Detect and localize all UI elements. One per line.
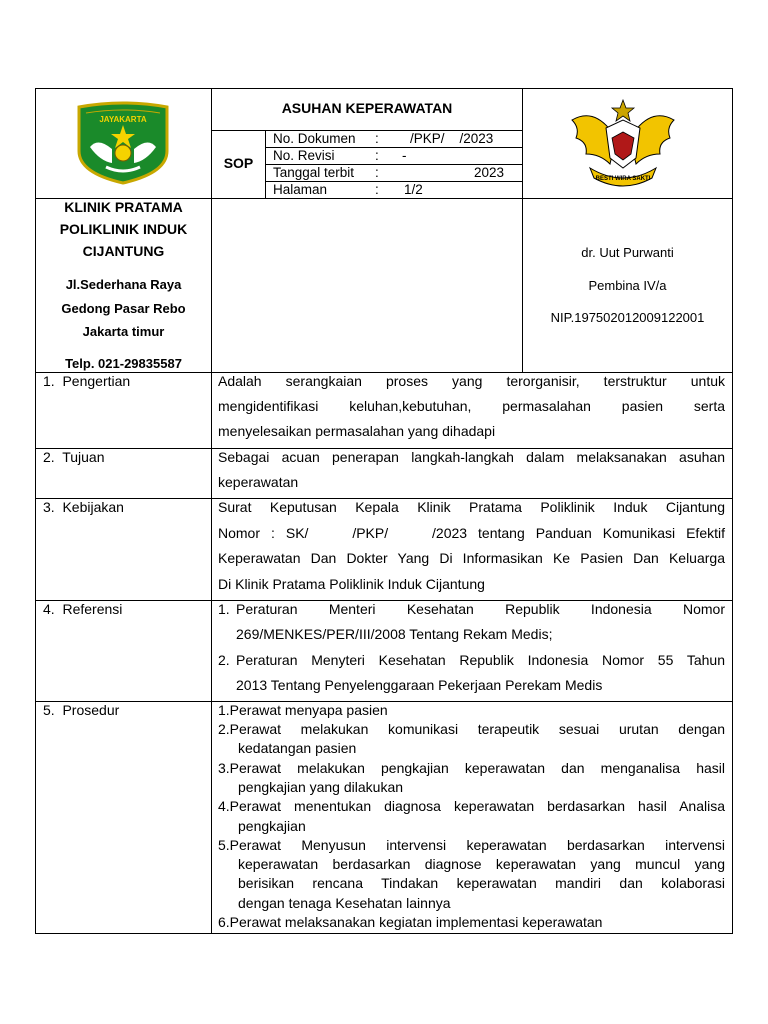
doc-info-sep: : — [375, 148, 379, 163]
procedure-line: 2.Perawat melakukan komunikasi terapeutik sesuai urutan dengan — [218, 721, 725, 737]
procedure-line: 4.Perawat menentukan diagnosa keperawatan berdasarkan hasil Analisa — [218, 798, 725, 814]
doc-info-label: No. Revisi — [273, 148, 335, 163]
section-label-tujuan: 2. Tujuan — [43, 449, 105, 465]
doc-info-value: 1/2 — [404, 182, 423, 197]
clinic-name-line: POLIKLINIK INDUK — [59, 221, 188, 237]
section-label-pengertian: 1. Pengertian — [43, 373, 131, 389]
procedure-line: dengan tenaga Kesehatan lainnya — [238, 895, 451, 911]
clinic-address-line: Jakarta timur — [82, 324, 165, 339]
reference-line: Peraturan Menyteri Kesehatan Republik Indonesia Nomor 55 Tahun — [236, 652, 725, 668]
signatory-nip: NIP.197502012009122001 — [550, 310, 705, 325]
content-line: keperawatan — [218, 474, 299, 490]
procedure-line: pengkajian yang dilakukan — [238, 779, 404, 795]
doc-info-sep: : — [375, 131, 379, 146]
doc-info-value: /PKP/ /2023 — [410, 131, 494, 146]
content-line: menyelesaikan permasalahan yang dihadapi — [218, 423, 496, 439]
doc-info-label: Halaman — [273, 182, 328, 197]
jayakarta-logo — [76, 101, 170, 185]
signatory-rank: Pembina IV/a — [588, 278, 667, 293]
content-line: Sebagai acuan penerapan langkah-langkah dalam melaksanakan asuhan — [218, 449, 725, 465]
reference-line: Peraturan Menteri Kesehatan Republik Indonesia Nomor — [236, 601, 725, 617]
garuda-emblem-logo — [566, 98, 680, 190]
clinic-phone: Telp. 021-29835587 — [65, 356, 182, 371]
content-line: Nomor : SK/ /PKP/ /2023 tentang Panduan Komunikasi Efektif — [218, 525, 725, 541]
content-line: Surat Keputusan Kepala Klinik Pratama Poliklinik Induk Cijantung — [218, 499, 725, 515]
clinic-address-line: Jl.Sederhana Raya — [65, 277, 182, 292]
doc-info-value: 2023 — [474, 165, 505, 180]
procedure-line: keperawatan berdasarkan diagnose keperawatan yang muncul yang — [238, 856, 725, 872]
content-line: Di Klinik Pratama Poliklinik Induk Cijantung — [218, 576, 485, 592]
procedure-line: pengkajian — [238, 818, 306, 834]
content-line: Keperawatan Dan Dokter Yang Di Informasikan Ke Pasien Dan Keluarga — [218, 550, 725, 566]
document-title: ASUHAN KEPERAWATAN — [281, 100, 453, 116]
col-divider-left — [211, 88, 212, 934]
section-label-prosedur: 5. Prosedur — [43, 702, 120, 718]
procedure-line: 1.Perawat menyapa pasien — [218, 702, 388, 718]
content-line: mengidentifikasi keluhan,kebutuhan, permasalahan pasien serta — [218, 398, 725, 414]
reference-line: 2013 Tentang Penyelenggaraan Pekerjaan Perekam Medis — [236, 677, 603, 693]
section-label-referensi: 4. Referensi — [43, 601, 123, 617]
section-label-kebijakan: 3. Kebijakan — [43, 499, 124, 515]
content-line: Adalah serangkaian proses yang terorganisir, terstruktur untuk — [218, 373, 725, 389]
doc-info-label: No. Dokumen — [273, 131, 356, 146]
garuda-emblem-text: BESTI WIRA SAKTI — [595, 176, 651, 182]
procedure-line: 5.Perawat Menyusun intervensi keperawatan berdasarkan intervensi — [218, 837, 725, 853]
reference-number: 2. — [218, 652, 230, 668]
doc-info-label: Tanggal terbit — [273, 165, 355, 180]
doc-info-value: - — [402, 148, 407, 163]
procedure-line: kedatangan pasien — [238, 740, 357, 756]
procedure-line: berisikan rencana Tindakan keperawatan mandiri dan kolaborasi — [238, 875, 725, 891]
signatory-name: dr. Uut Purwanti — [581, 245, 674, 260]
doc-info-sep: : — [375, 165, 379, 180]
procedure-line: 3.Perawat melakukan pengkajian keperawatan dan menganalisa hasil — [218, 760, 725, 776]
reference-number: 1. — [218, 601, 230, 617]
jayakarta-logo-text: JAYAKARTA — [99, 115, 147, 124]
clinic-address-line: Gedong Pasar Rebo — [61, 301, 186, 316]
reference-line: 269/MENKES/PER/III/2008 Tentang Rekam Medis; — [236, 626, 553, 642]
clinic-name-line: KLINIK PRATAMA — [64, 199, 183, 215]
procedure-line: 6.Perawat melaksanakan kegiatan implementasi keperawatan — [218, 914, 603, 930]
doc-info-sep: : — [375, 182, 379, 197]
clinic-name-line: CIJANTUNG — [82, 243, 165, 259]
sop-label: SOP — [223, 155, 254, 171]
